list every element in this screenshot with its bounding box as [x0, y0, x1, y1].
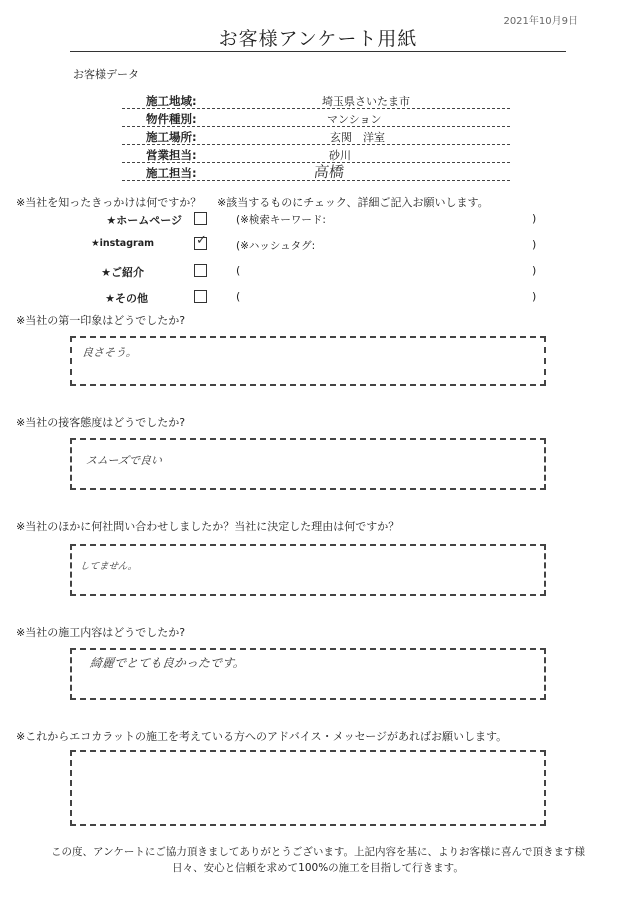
footer-line-1: この度、アンケートにご協力頂きましてありがとうございます。上記内容を基に、よりお客様に喜んで頂きます様: [50, 846, 586, 858]
option-other-checkbox[interactable]: [194, 290, 207, 303]
survey-date: 2021年10月9日: [503, 16, 578, 27]
option-referral-checkbox[interactable]: [194, 264, 207, 277]
sales-rep-value: 砂川: [329, 149, 351, 162]
q2-question: ※当社の第一印象はどうでしたか?: [16, 314, 186, 327]
option-other-close: ): [532, 290, 537, 303]
area-label: 施工地域:: [146, 94, 197, 108]
location-value: 玄関 洋室: [330, 131, 385, 144]
option-homepage-checkbox[interactable]: [194, 212, 207, 225]
property-type-value: マンション: [327, 113, 382, 126]
customer-data-heading: お客様データ: [73, 68, 139, 81]
installer-signature: 高橋: [312, 163, 346, 181]
q1-question: ※当社を知ったきっかけは何ですか？: [16, 196, 202, 209]
location-label: 施工場所:: [146, 130, 197, 144]
q5-question: ※当社の施工内容はどうでしたか?: [16, 626, 186, 639]
q1-instruction: ※該当するものにチェック、詳細ご記入お願いします。: [217, 196, 489, 209]
option-homepage-label: ★ホームページ: [106, 214, 182, 227]
checkmark-icon: ✓: [196, 233, 207, 248]
q3-question: ※当社の接客態度はどうでしたか?: [16, 416, 186, 429]
q5-answer: 綺麗でとても良かったです。: [89, 656, 246, 670]
customer-row-location: [122, 126, 510, 145]
option-referral-label: ★ご紹介: [101, 266, 144, 279]
option-homepage-close: ): [532, 212, 537, 225]
sales-rep-label: 営業担当:: [146, 148, 197, 162]
q3-answer-box[interactable]: [70, 438, 546, 490]
q2-answer: 良さそう。: [81, 346, 138, 359]
option-referral-detail: (: [236, 264, 241, 277]
option-instagram-checkbox[interactable]: [194, 233, 207, 250]
option-homepage-detail: (※検索キーワード:: [236, 214, 326, 226]
q3-answer: スムーズで良い: [85, 454, 163, 467]
option-instagram-label: ★instagram: [91, 238, 154, 249]
property-type-label: 物件種別:: [146, 112, 197, 126]
customer-row-installer: [122, 162, 510, 181]
option-instagram-close: ): [532, 238, 537, 251]
footer-line-2: 日々、安心と信頼を求めて100%の施工を目指して行きます。: [172, 862, 464, 874]
option-other-label: ★その他: [105, 292, 148, 305]
q4-question: ※当社のほかに何社問い合わせしましたか？当社に決定した理由は何ですか？: [16, 520, 400, 533]
q6-question: ※これからエコカラットの施工を考えている方へのアドバイス・メッセージがあればお願いします。: [16, 730, 508, 743]
q6-answer-box[interactable]: [70, 750, 546, 826]
option-referral-close: ): [532, 264, 537, 277]
q2-answer-box[interactable]: [70, 336, 546, 386]
option-instagram-detail: (※ハッシュタグ:: [236, 240, 316, 252]
q5-answer-box[interactable]: [70, 648, 546, 700]
page-title: お客様アンケート用紙: [218, 28, 418, 50]
customer-row-area: [122, 90, 510, 109]
q4-answer: してません。: [79, 561, 138, 572]
installer-label: 施工担当:: [146, 166, 197, 180]
area-value: 埼玉県さいたま市: [322, 95, 410, 108]
customer-row-property-type: [122, 108, 510, 127]
title-underline: [70, 51, 566, 52]
option-other-detail: (: [236, 290, 241, 303]
q4-answer-box[interactable]: [70, 544, 546, 596]
